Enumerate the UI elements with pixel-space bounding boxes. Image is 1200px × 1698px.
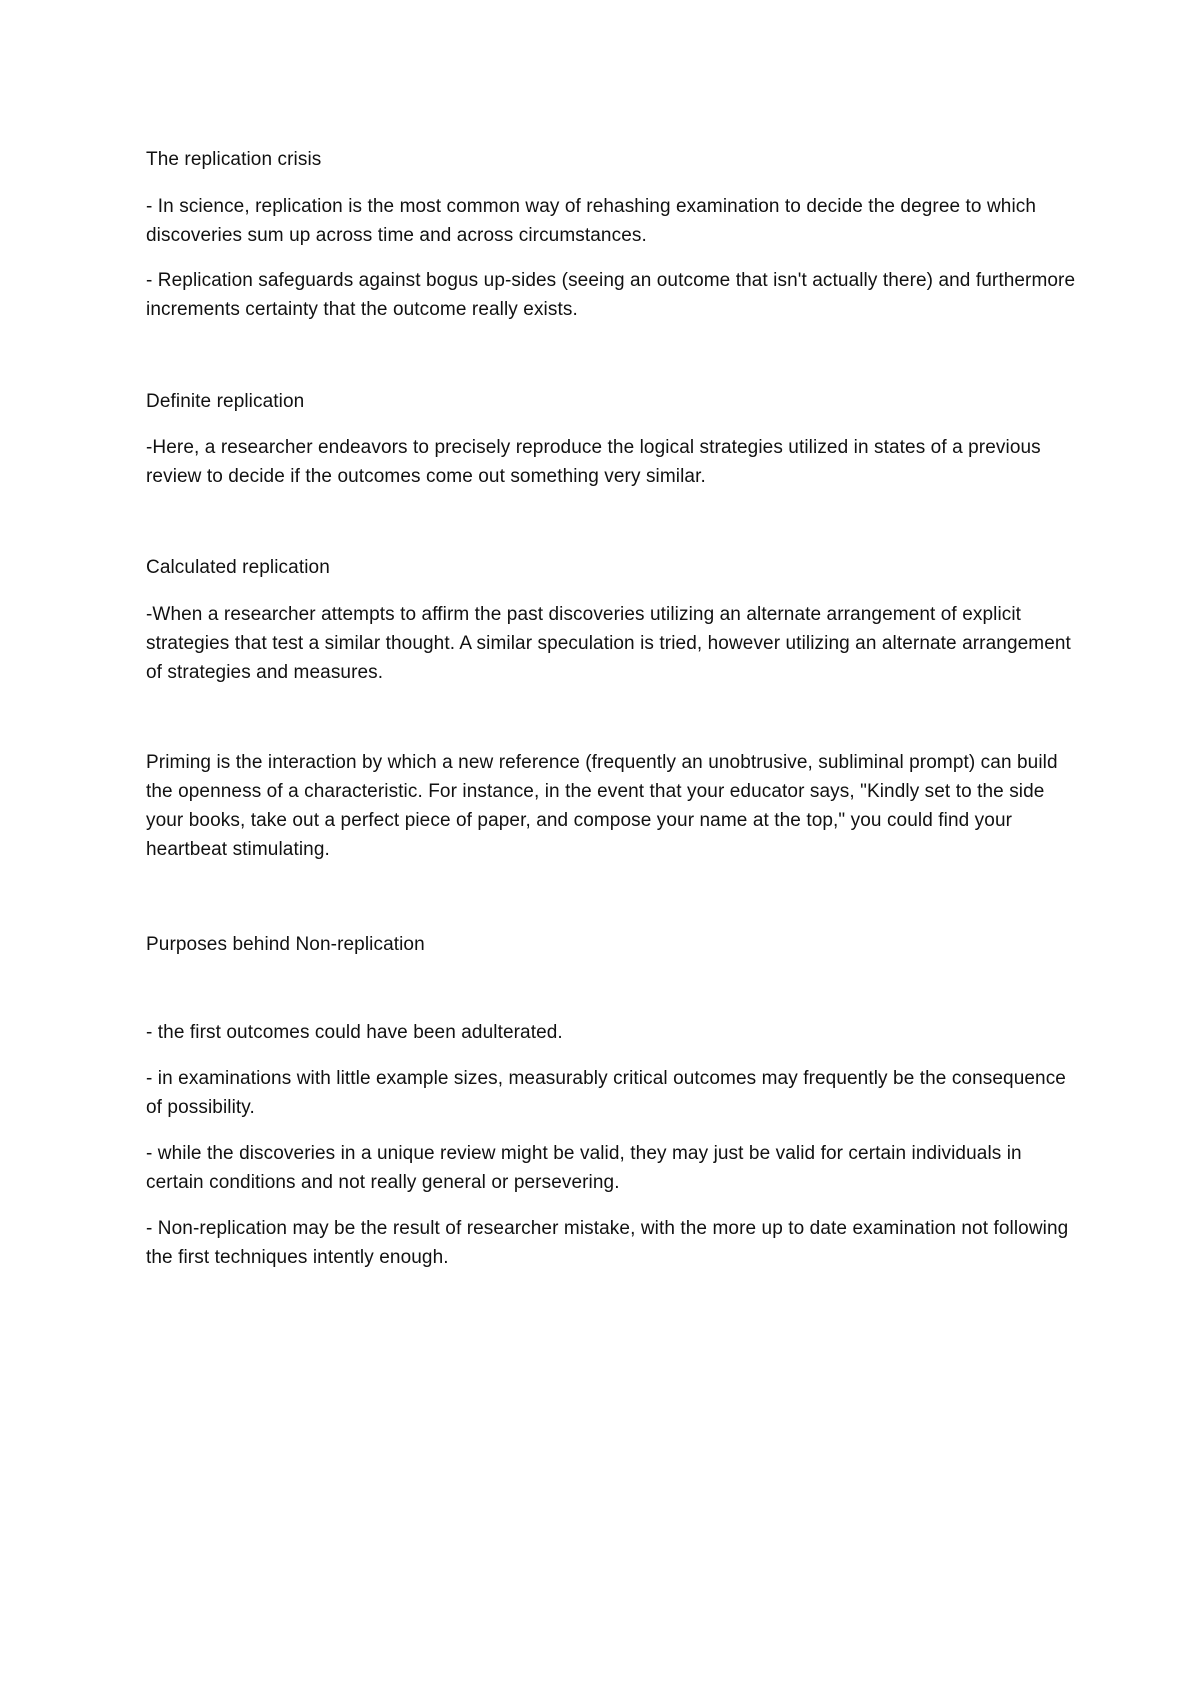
list-item-non-replication-1: - the first outcomes could have been adulterated. <box>146 1022 563 1043</box>
list-item-non-replication-2: - in examinations with little example sizes, measurably critical outcomes may frequently be the consequence of possibility. <box>146 1068 1066 1118</box>
list-item-non-replication-4: - Non-replication may be the result of researcher mistake, with the more up to date examination not following the first techniques intently enough. <box>146 1218 1069 1268</box>
heading-calculated-replication: Calculated replication <box>146 557 330 578</box>
heading-replication-crisis: The replication crisis <box>146 149 322 170</box>
list-item-non-replication-3: - while the discoveries in a unique review might be valid, they may just be valid for certain individuals in certain conditions and not really general or persevering. <box>146 1143 1022 1193</box>
paragraph-priming: Priming is the interaction by which a new reference (frequently an unobtrusive, subliminal prompt) can build the openness of a characteristic. For instance, in the event that your educator says, "Kindly set to the side your books, take out a perfect piece of paper, and compose your name at the top," you could find your heartbeat stimulating. <box>146 752 1058 860</box>
paragraph-definite-replication: -Here, a researcher endeavors to precisely reproduce the logical strategies utilized in states of a previous review to decide if the outcomes come out something very similar. <box>146 437 1041 487</box>
heading-non-replication: Purposes behind Non-replication <box>146 934 425 955</box>
paragraph-crisis-definition: - In science, replication is the most common way of rehashing examination to decide the degree to which discoveries sum up across time and across circumstances. <box>146 196 1037 246</box>
heading-definite-replication: Definite replication <box>146 391 305 412</box>
paragraph-crisis-safeguards: - Replication safeguards against bogus up-sides (seeing an outcome that isn't actually there) and furthermore increments certainty that the outcome really exists. <box>146 270 1076 320</box>
paragraph-calculated-replication: -When a researcher attempts to affirm the past discoveries utilizing an alternate arrangement of explicit strategies that test a similar thought. A similar speculation is tried, however utilizing an alternate arrangement of strategies and measures. <box>146 604 1071 683</box>
